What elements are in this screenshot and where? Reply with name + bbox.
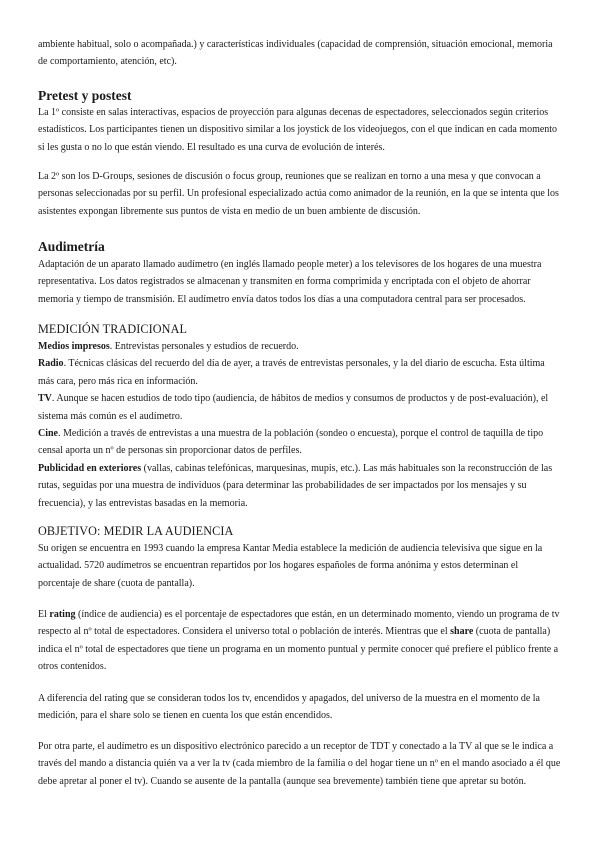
desc-tv: . Aunque se hacen estudios de todo tipo (audiencia, de hábitos de medios y consumos de productos y de post-evaluación), el sistema más común es el audímetro. (38, 393, 549, 422)
desc-radio: . Técnicas clásicas del recuerdo del día de ayer, a través de entrevistas personales, y la del diario de escucha. Esta última más cara, pero más rica en información. (38, 358, 545, 387)
audimetria-paragraph: Adaptación de un aparato llamado audímetro (en inglés llamado people meter) a los televisores de los hogares de una muestra representativa. Los datos registrados se almacenan y transmiten en forma comprimida y encriptada con el objeto de ahorrar memoria y tiempo de transmisión. El audímetro envía datos todos los días a una computadora central para ser procesados. (38, 259, 542, 305)
objetivo-paragraph-3: A diferencia del rating que se consideran todos los tv, encendidos y apagados, del universo de la muestra en el momento de la medición, para el share solo se tienen en cuenta los que están encendidos. (38, 693, 540, 722)
intro-tail-paragraph: ambiente habitual, solo o acompañada.) y características individuales (capacidad de comprensión, situación emocional, memoria de comportamiento, atención, etc). (38, 39, 553, 68)
tradicional-item-cine (38, 425, 562, 460)
term-cine: Cine (38, 428, 58, 440)
objetivo-paragraph-4: Por otra parte, el audímetro es un dispositivo electrónico parecido a un receptor de TDT y conectado a la TV al que se le indica a través del mando a distancia quién va a ver la tv (cada miembro de la familia o del hogar tiene un nº en el mando asociado a él que debe apretar al poner el tv). Cuando se ausente de la pantalla (aunque sea brevemente) también tiene que apretar su botón. (38, 741, 561, 787)
p2-part-b: (índice de audiencia) es el porcentaje de espectadores que están, en un determinado momento, viendo un programa de tv respecto al nº total de espectadores. Considera el universo total o población de interés. Mientras que el (38, 609, 560, 638)
desc-medios: . Entrevistas personales y estudios de recuerdo. (109, 341, 299, 352)
pretest-paragraph-1: La 1º consiste en salas interactivas, espacios de proyección para algunas decenas de espectadores, seleccionados según criterios estadísticos. Los participantes tienen un dispositivo similar a los joystick de los videojuegos, con el que indican en cada momento si les gusta o no lo que están viendo. El resultado es una curva de evolución de interés. (38, 107, 558, 153)
desc-exteriores: (vallas, cabinas telefónicas, marquesinas, mupis, etc.). Las más habituales son la reconstrucción de las rutas, seguidas por una muestra de individuos (para determinar las probabilidades de ser impactados por los mensajes y su frecuencia), y las entrevistas basadas en la memoria. (38, 462, 553, 509)
p2-part-c: (cuota de pantalla) indica el nº total de espectadores que tiene un programa en un momento puntual y permite conocer qué prefiere el público frente a otros contenidos. (38, 626, 559, 673)
objetivo-heading: OBJETIVO: MEDIR LA AUDIENCIA (38, 524, 234, 538)
objetivo-paragraph-2 (38, 606, 562, 676)
term-exteriores: Publicidad en exteriores (38, 462, 142, 474)
desc-cine: . Medición a través de entrevistas a una muestra de la población (sondeo o encuesta), porque el control de taquilla de tipo censal aporta un nº de personas sin proporcionar datos de perfiles. (38, 428, 544, 457)
tradicional-item-medios (38, 338, 562, 355)
term-medios: Medios impresos (38, 341, 110, 352)
term-radio: Radio (38, 358, 64, 370)
tradicional-item-exteriores (38, 460, 562, 512)
term-rating: rating (49, 609, 76, 620)
objetivo-paragraph-1: Su origen se encuentra en 1993 cuando la empresa Kantar Media establece la medición de audiencia televisiva que sigue en la actualidad. 5720 audímetros se encuentran repartidos por los hogares españoles de forma anónima y estos determinan el porcentaje de share (cuota de pantalla). (38, 543, 543, 589)
tradicional-item-tv (38, 390, 562, 425)
pretest-heading: Pretest y postest (38, 88, 132, 103)
tradicional-item-radio (38, 355, 562, 390)
p2-part-a: El (38, 609, 50, 620)
pretest-paragraph-2: La 2º son los D-Groups, sesiones de discusión o focus group, reuniones que se realizan en torno a una mesa y que convocan a personas seleccionadas por su perfil. Un profesional especializado actúa como animador de la reunión, en la que se intenta que los asistentes expongan libremente sus puntos de vista en medio de un buen ambiente de discusión. (38, 171, 559, 217)
term-tv: TV (38, 393, 52, 405)
tradicional-heading: MEDICIÓN TRADICIONAL (38, 322, 188, 336)
tradicional-list (38, 338, 562, 512)
term-share: share (450, 626, 474, 638)
audimetria-heading: Audimetría (38, 239, 105, 254)
